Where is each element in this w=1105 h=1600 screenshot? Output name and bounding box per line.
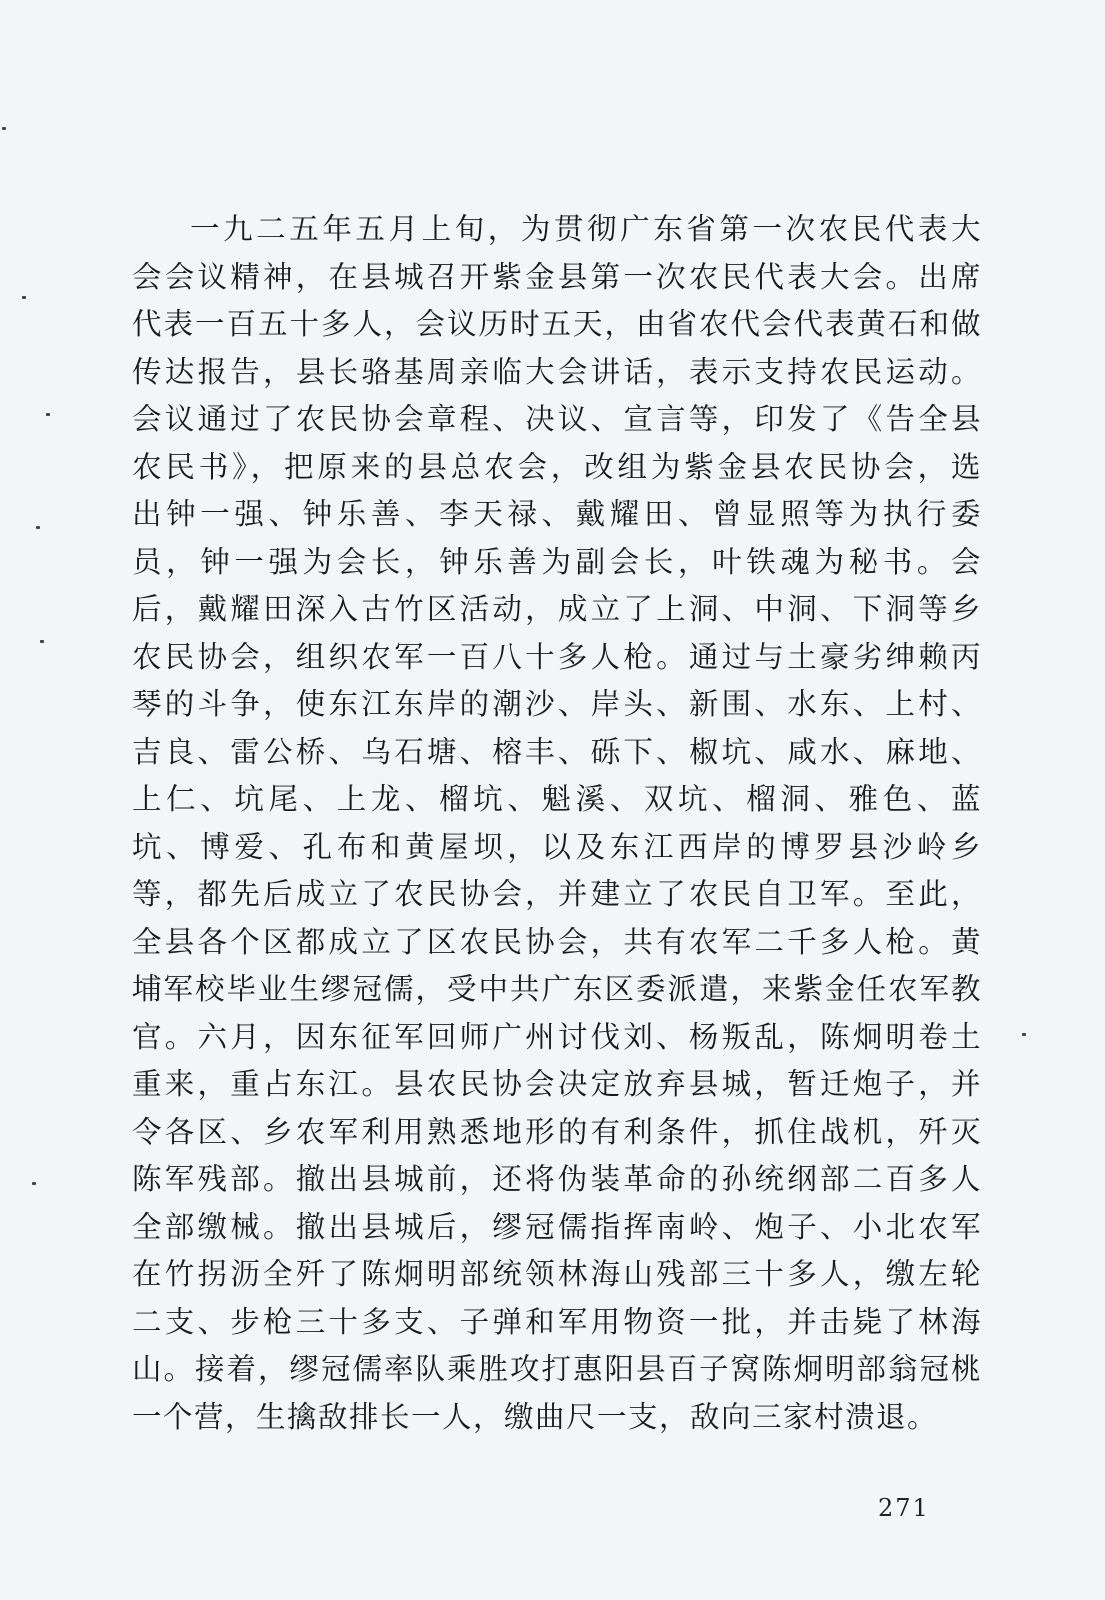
scan-speck [46,413,50,416]
scan-speck [36,526,40,529]
text-line: 代表一百五十多人，会议历时五天，由省农代会代表黄石和做 [132,307,982,341]
text-line: 全县各个区都成立了区农民协会，共有农军二千多人枪。黄 [132,924,982,959]
scan-speck [1022,1033,1026,1036]
text-line: 重来，重占东江。县农民协会决定放弃县城，暂迁炮子，并 [132,1067,982,1101]
text-line: 令各区、乡农军利用熟悉地形的有利条件，抓住战机，歼灭 [132,1114,982,1149]
scan-speck [40,640,44,643]
text-line: 山。接着，缪冠儒率队乘胜攻打惠阳县百子窝陈炯明部翁冠桃 [132,1352,982,1386]
text-line: 后，戴耀田深入古竹区活动，成立了上洞、中洞、下洞等乡 [132,592,982,626]
scan-speck [22,296,26,299]
page-number: 271 [878,1494,930,1522]
text-line: 会议通过了农民协会章程、决议、宣言等，印发了《告全县 [132,402,982,436]
body-paragraph [132,206,982,1441]
text-line: 在竹拐沥全歼了陈炯明部统领林海山残部三十多人，缴左轮 [132,1257,982,1291]
text-line: 传达报告，县长骆基周亲临大会讲话，表示支持农民运动。 [132,354,982,389]
text-line: 官。六月，因东征军回师广州讨伐刘、杨叛乱，陈炯明卷土 [132,1019,982,1054]
text-line: 全部缴械。撤出县城后，缪冠儒指挥南岭、炮子、小北农军 [132,1209,982,1244]
text-line: 琴的斗争，使东江东岸的潮沙、岸头、新围、水东、上村、 [132,687,982,721]
text-line: 出钟一强、钟乐善、李天禄、戴耀田、曾显照等为执行委 [132,497,982,531]
text-line: 二支、步枪三十多支、子弹和军用物资一批，并击毙了林海 [132,1304,982,1339]
text-line: 员，钟一强为会长，钟乐善为副会长，叶铁魂为秘书。会 [132,544,982,579]
text-line: 一九二五年五月上旬，为贯彻广东省第一次农民代表大 [190,212,982,246]
text-line: 坑、博爱、孔布和黄屋坝，以及东江西岸的博罗县沙岭乡 [132,829,982,864]
text-line: 农民协会，组织农军一百八十多人枪。通过与土豪劣绅赖丙 [132,639,982,674]
text-line: 等，都先后成立了农民协会，并建立了农民自卫军。至此， [132,877,982,911]
scan-speck [2,127,6,130]
text-line: 上仁、坑尾、上龙、榴坑、魁溪、双坑、榴洞、雅色、蓝 [132,782,982,816]
text-line: 一个营，生擒敌排长一人，缴曲尺一支，敌向三家村溃退。 [132,1399,939,1434]
text-line: 吉良、雷公桥、乌石塘、榕丰、砾下、椒坑、咸水、麻地、 [132,734,982,769]
text-line: 埔军校毕业生缪冠儒，受中共广东区委派遣，来紫金任农军教 [132,972,982,1006]
text-line: 会会议精神，在县城召开紫金县第一次农民代表大会。出席 [132,259,982,294]
text-line: 农民书》，把原来的县总农会，改组为紫金县农民协会，选 [132,449,982,484]
text-line: 陈军残部。撤出县城前，还将伪装革命的孙统纲部二百多人 [132,1162,982,1196]
scan-speck [32,1182,36,1185]
